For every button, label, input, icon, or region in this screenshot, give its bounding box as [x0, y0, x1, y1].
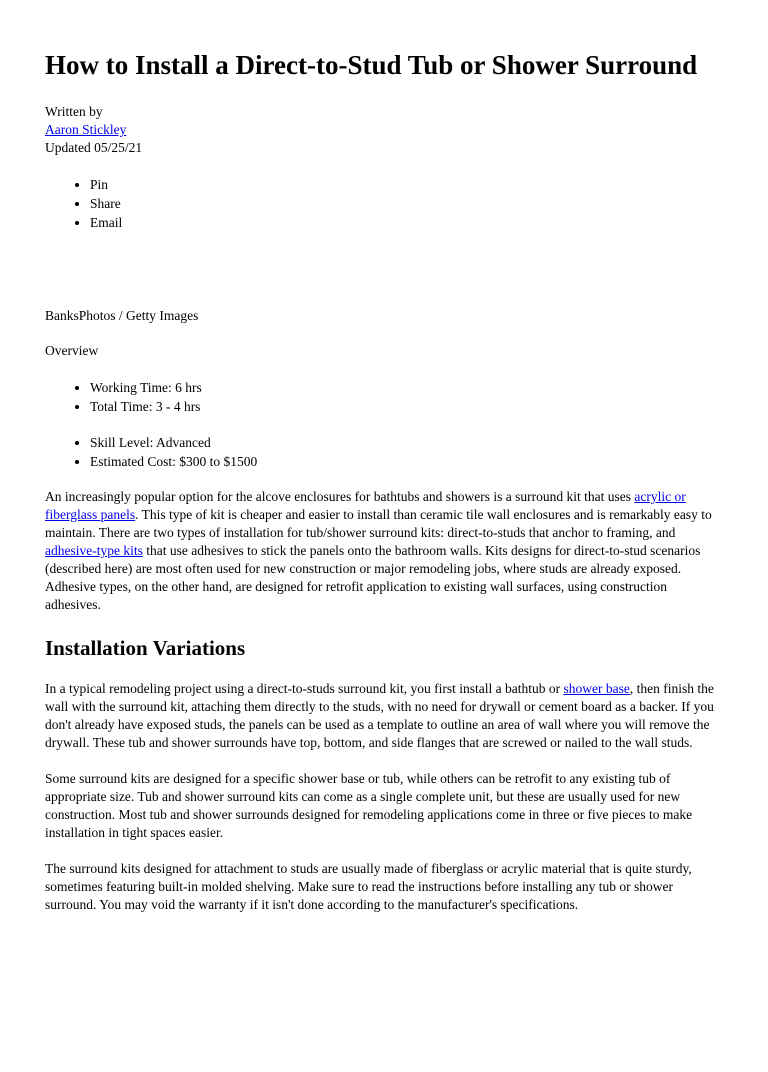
share-item-share[interactable]: • Share: [90, 194, 723, 213]
para1-text-1: In a typical remodeling project using a direct-to-studs surround kit, you first install a bathtub or: [45, 681, 564, 696]
skill-list: [45, 433, 723, 471]
share-item-email[interactable]: • Email: [90, 213, 723, 232]
estimated-cost: • Estimated Cost: $300 to $1500: [90, 452, 723, 471]
body-paragraph-1: [45, 680, 723, 752]
article-page: [0, 48, 768, 914]
share-item-pin[interactable]: • Pin: [90, 175, 723, 194]
written-by-label: Written by: [45, 104, 103, 119]
time-list: [45, 378, 723, 416]
adhesive-kits-link[interactable]: adhesive-type kits: [45, 543, 143, 558]
share-list: [45, 175, 723, 232]
para1-text-2: , then finish the wall with the surround kit, attaching them directly to the studs, with no need for drywall or cement board as a backer. If you don't already have exposed studs, the panels can be used as a template to outline an area of wall where you will remove the drywall. These tub and shower surrounds have top, bottom, and side flanges that are screwed or nailed to the wall studs.: [45, 681, 714, 750]
body-paragraph-2: Some surround kits are designed for a specific shower base or tub, while others can be retrofit to any existing tub of appropriate size. Tub and shower surround kits can come as a single complete unit, but these are usually used for new construction. Most tub and shower surrounds designed for remodeling applications come in three or five pieces to make installation in tight spaces easier.: [45, 771, 693, 840]
acrylic-panels-link[interactable]: acrylic or fiberglass panels: [45, 489, 686, 522]
total-time: • Total Time: 3 - 4 hrs: [90, 397, 723, 416]
byline: [45, 103, 723, 157]
intro-text-2: . This type of kit is cheaper and easier to install than ceramic tile wall enclosures and is remarkably easy to maintain. There are two types of installation for tub/shower surround kits: direct-to-studs that anchor to framing, and: [45, 507, 712, 540]
intro-text-3: that use adhesives to stick the panels onto the bathroom walls. Kits designs for direct-to-stud scenarios (described here) are most often used for new construction or major remodeling jobs, where studs are already exposed. Adhesive types, on the other hand, are designed for retrofit application to existing wall surfaces, using construction adhesives.: [45, 543, 701, 612]
intro-paragraph: [45, 488, 723, 614]
shower-base-link[interactable]: shower base: [563, 681, 630, 696]
image-credit: BanksPhotos / Getty Images: [45, 308, 199, 323]
author-link[interactable]: Aaron Stickley: [45, 122, 127, 137]
skill-level: • Skill Level: Advanced: [90, 433, 723, 452]
overview-label: Overview: [45, 343, 99, 358]
page-title: How to Install a Direct-to-Stud Tub or Shower Surround: [45, 50, 698, 80]
intro-text-1: An increasingly popular option for the alcove enclosures for bathtubs and showers is a surround kit that uses: [45, 489, 635, 504]
section-heading: Installation Variations: [45, 636, 246, 660]
working-time: • Working Time: 6 hrs: [90, 378, 723, 397]
updated-date: Updated 05/25/21: [45, 140, 143, 155]
body-paragraph-3: The surround kits designed for attachment to studs are usually made of fiberglass or acrylic material that is quite sturdy, sometimes featuring built-in molded shelving. Make sure to read the instructions before installing any tub or shower surround. You may void the warranty if it isn't done according to the manufacturer's specifications.: [45, 861, 692, 912]
